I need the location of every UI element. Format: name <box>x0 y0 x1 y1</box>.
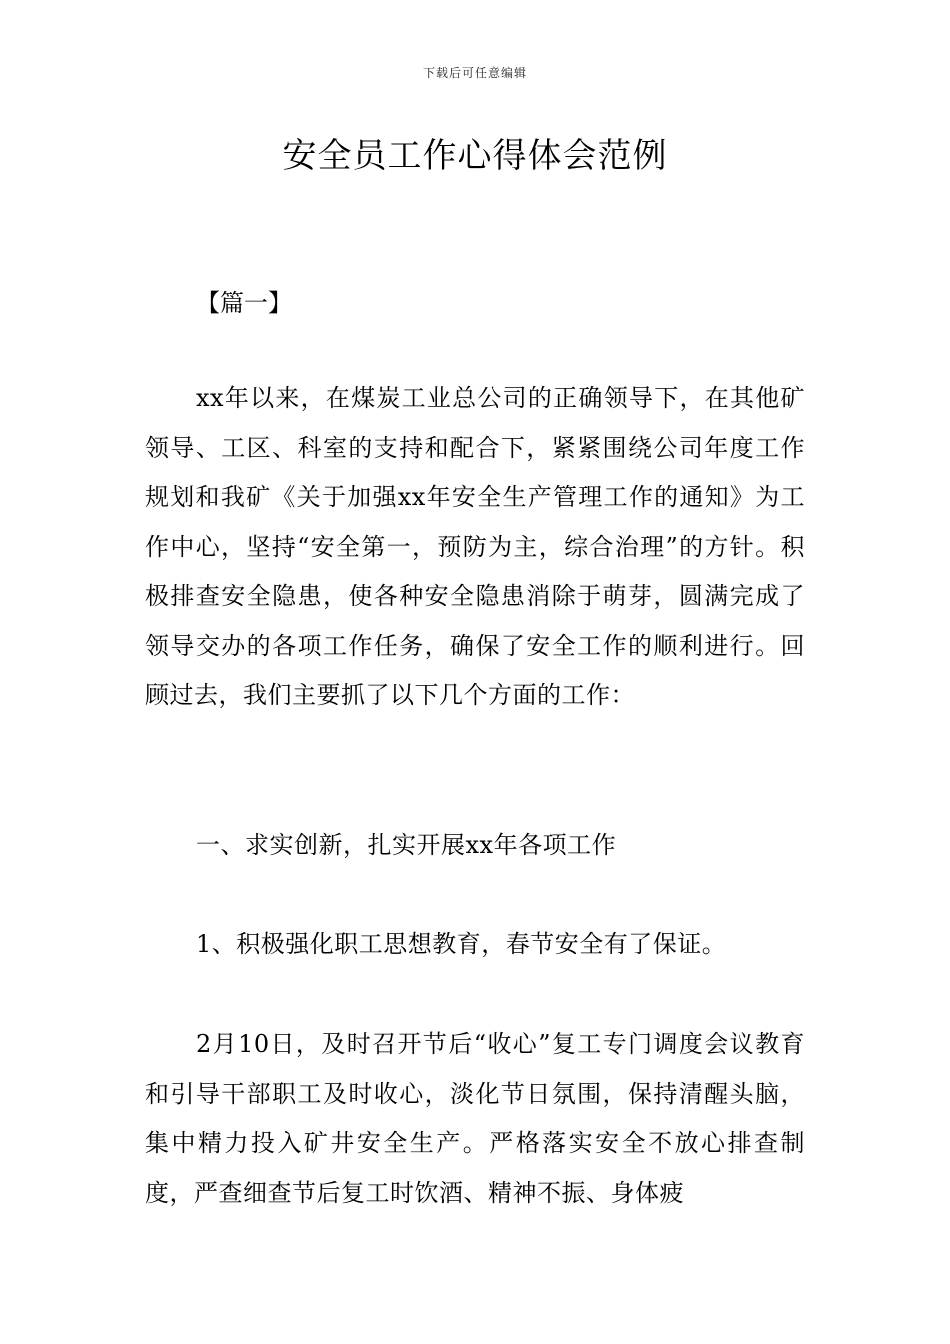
section-label: 【篇一】 <box>196 289 292 317</box>
body-paragraph-feb10: 2月10日，及时召开节后“收心”复工专门调度会议教育和引导干部职工及时收心，淡化节日氛围，保持清醒头脑，集中精力投入矿井安全生产。严格落实安全不放心排查制度，严查细查节后复工时饮酒、精神不振、身体疲 <box>145 1030 805 1207</box>
document-title: 安全员工作心得体会范例 <box>282 136 668 176</box>
body-paragraph-intro: xx年以来，在煤炭工业总公司的正确领导下，在其他矿领导、工区、科室的支持和配合下，紧紧围绕公司年度工作规划和我矿《关于加强xx年安全生产管理工作的通知》为工作中心，坚持“安全第一，预防为主，综合治理”的方针。积极排查安全隐患，使各种安全隐患消除于萌芽，圆满完成了领导交办的各项工作任务，确保了安全工作的顺利进行。回顾过去，我们主要抓了以下几个方面的工作： <box>145 384 805 709</box>
download-note: 下载后可任意编辑 <box>422 66 527 80</box>
section-heading-one: 一、求实创新，扎实开展xx年各项工作 <box>196 831 617 859</box>
subsection-heading-one: 1、积极强化职工思想教育，春节安全有了保证。 <box>196 930 727 958</box>
